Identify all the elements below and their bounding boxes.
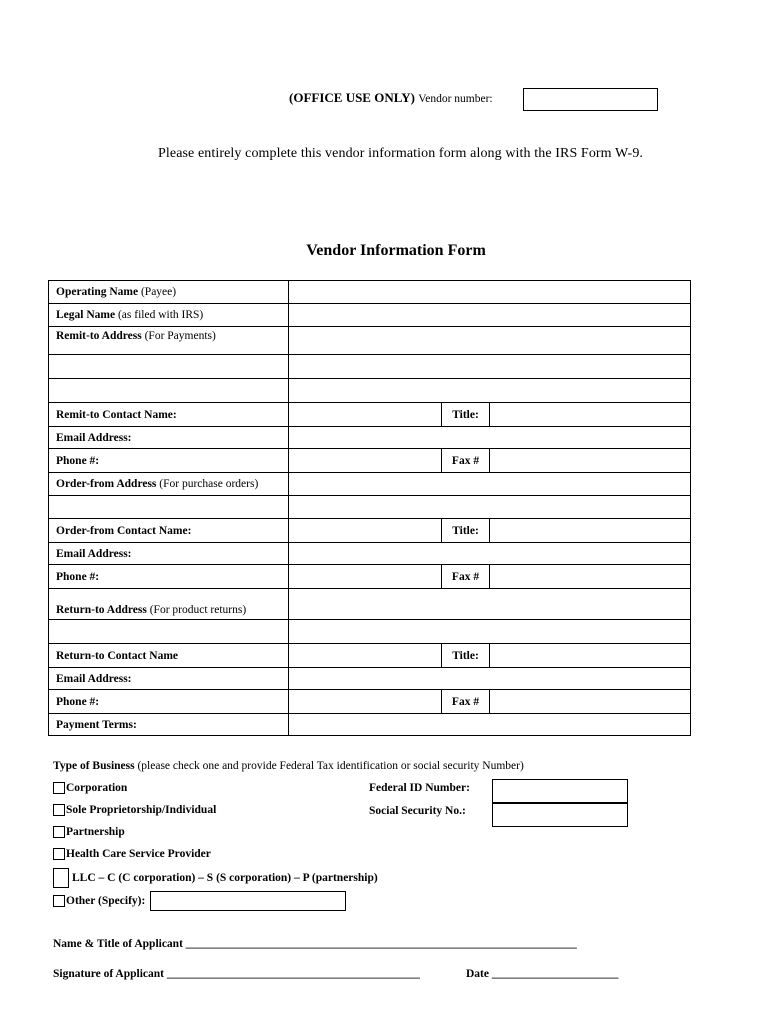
other-label: Other (Specify):	[66, 895, 146, 907]
return-address-line2-left[interactable]	[49, 620, 289, 644]
vendor-number-field[interactable]	[523, 88, 658, 111]
office-use-line	[289, 90, 493, 106]
order-fax-label: Fax #	[442, 565, 490, 589]
vendor-info-table	[48, 280, 691, 736]
order-email-label: Email Address:	[49, 543, 289, 565]
name-title-line[interactable]: Name & Title of Applicant ____________________________________________________________________	[53, 938, 577, 950]
option-corporation[interactable]	[53, 782, 127, 794]
legal-name-field[interactable]	[289, 304, 691, 327]
table-row	[49, 620, 691, 644]
remit-address-line3-left[interactable]	[49, 379, 289, 403]
option-other[interactable]	[53, 891, 346, 911]
corporation-checkbox[interactable]	[53, 782, 65, 794]
table-row	[49, 449, 691, 473]
date-line[interactable]: Date ______________________	[466, 968, 619, 980]
order-contact-label: Order-from Contact Name:	[49, 519, 289, 543]
remit-contact-label: Remit-to Contact Name:	[49, 403, 289, 427]
return-phone-field[interactable]	[289, 690, 442, 714]
table-row	[49, 281, 691, 304]
return-fax-field[interactable]	[490, 690, 691, 714]
table-row	[49, 427, 691, 449]
return-address-field[interactable]	[289, 589, 691, 620]
form-title: Vendor Information Form	[306, 242, 486, 259]
table-row	[49, 519, 691, 543]
sole-proprietorship-checkbox[interactable]	[53, 804, 65, 816]
table-row	[49, 644, 691, 668]
remit-fax-label: Fax #	[442, 449, 490, 473]
order-phone-field[interactable]	[289, 565, 442, 589]
return-address-line2-field[interactable]	[289, 620, 691, 644]
table-row	[49, 543, 691, 565]
option-sole-proprietorship[interactable]	[53, 804, 216, 816]
signature-line[interactable]: Signature of Applicant ____________________________________________	[53, 968, 420, 980]
partnership-label: Partnership	[66, 826, 125, 838]
table-row	[49, 473, 691, 496]
remit-phone-field[interactable]	[289, 449, 442, 473]
table-row	[49, 589, 691, 620]
table-row	[49, 379, 691, 403]
remit-contact-field[interactable]	[289, 403, 442, 427]
remit-address-label: Remit-to Address (For Payments)	[49, 327, 289, 355]
remit-phone-label: Phone #:	[49, 449, 289, 473]
operating-name-label: Operating Name (Payee)	[49, 281, 289, 304]
vendor-number-label: Vendor number:	[418, 93, 493, 105]
order-phone-label: Phone #:	[49, 565, 289, 589]
order-fax-field[interactable]	[490, 565, 691, 589]
return-email-field[interactable]	[289, 668, 691, 690]
return-contact-label: Return-to Contact Name	[49, 644, 289, 668]
operating-name-field[interactable]	[289, 281, 691, 304]
remit-address-field[interactable]	[289, 327, 691, 355]
order-title-field[interactable]	[490, 519, 691, 543]
remit-title-label: Title:	[442, 403, 490, 427]
table-row	[49, 714, 691, 736]
return-email-label: Email Address:	[49, 668, 289, 690]
table-row	[49, 327, 691, 355]
table-row	[49, 355, 691, 379]
ssn-field[interactable]	[492, 803, 628, 827]
order-contact-field[interactable]	[289, 519, 442, 543]
corporation-label: Corporation	[66, 782, 128, 794]
return-phone-label: Phone #:	[49, 690, 289, 714]
health-care-checkbox[interactable]	[53, 848, 65, 860]
return-address-label: Return-to Address (For product returns)	[49, 589, 289, 620]
return-fax-label: Fax #	[442, 690, 490, 714]
remit-title-field[interactable]	[490, 403, 691, 427]
option-partnership[interactable]	[53, 826, 125, 838]
payment-terms-field[interactable]	[289, 714, 691, 736]
remit-email-field[interactable]	[289, 427, 691, 449]
order-email-field[interactable]	[289, 543, 691, 565]
table-row	[49, 496, 691, 519]
health-care-label: Health Care Service Provider	[66, 848, 211, 860]
option-health-care[interactable]	[53, 848, 211, 860]
table-row	[49, 304, 691, 327]
table-row	[49, 690, 691, 714]
federal-id-label: Federal ID Number:	[369, 782, 470, 794]
return-title-label: Title:	[442, 644, 490, 668]
order-address-line2-left[interactable]	[49, 496, 289, 519]
table-row	[49, 403, 691, 427]
option-llc[interactable]	[53, 868, 378, 888]
llc-checkbox[interactable]	[53, 868, 69, 888]
remit-fax-field[interactable]	[490, 449, 691, 473]
order-address-field[interactable]	[289, 473, 691, 496]
legal-name-label: Legal Name (as filed with IRS)	[49, 304, 289, 327]
return-contact-field[interactable]	[289, 644, 442, 668]
federal-id-field[interactable]	[492, 779, 628, 803]
table-row	[49, 565, 691, 589]
remit-address-line2-left[interactable]	[49, 355, 289, 379]
order-title-label: Title:	[442, 519, 490, 543]
type-of-business-heading: Type of Business (please check one and provide Federal Tax identification or social security Number)	[53, 760, 524, 772]
office-use-label: (OFFICE USE ONLY)	[289, 90, 415, 105]
order-address-line2-field[interactable]	[289, 496, 691, 519]
table-row	[49, 668, 691, 690]
ssn-label: Social Security No.:	[369, 805, 466, 817]
return-title-field[interactable]	[490, 644, 691, 668]
order-address-label: Order-from Address (For purchase orders)	[49, 473, 289, 496]
remit-address-line3-field[interactable]	[289, 379, 691, 403]
instructions-text: Please entirely complete this vendor information form along with the IRS Form W-9.	[158, 146, 644, 161]
remit-email-label: Email Address:	[49, 427, 289, 449]
remit-address-line2-field[interactable]	[289, 355, 691, 379]
partnership-checkbox[interactable]	[53, 826, 65, 838]
sole-proprietorship-label: Sole Proprietorship/Individual	[66, 804, 217, 816]
other-specify-field[interactable]	[150, 891, 346, 911]
llc-label: LLC – C (C corporation) – S (S corporation) – P (partnership)	[72, 872, 378, 884]
other-checkbox[interactable]	[53, 895, 65, 907]
payment-terms-label: Payment Terms:	[49, 714, 289, 736]
